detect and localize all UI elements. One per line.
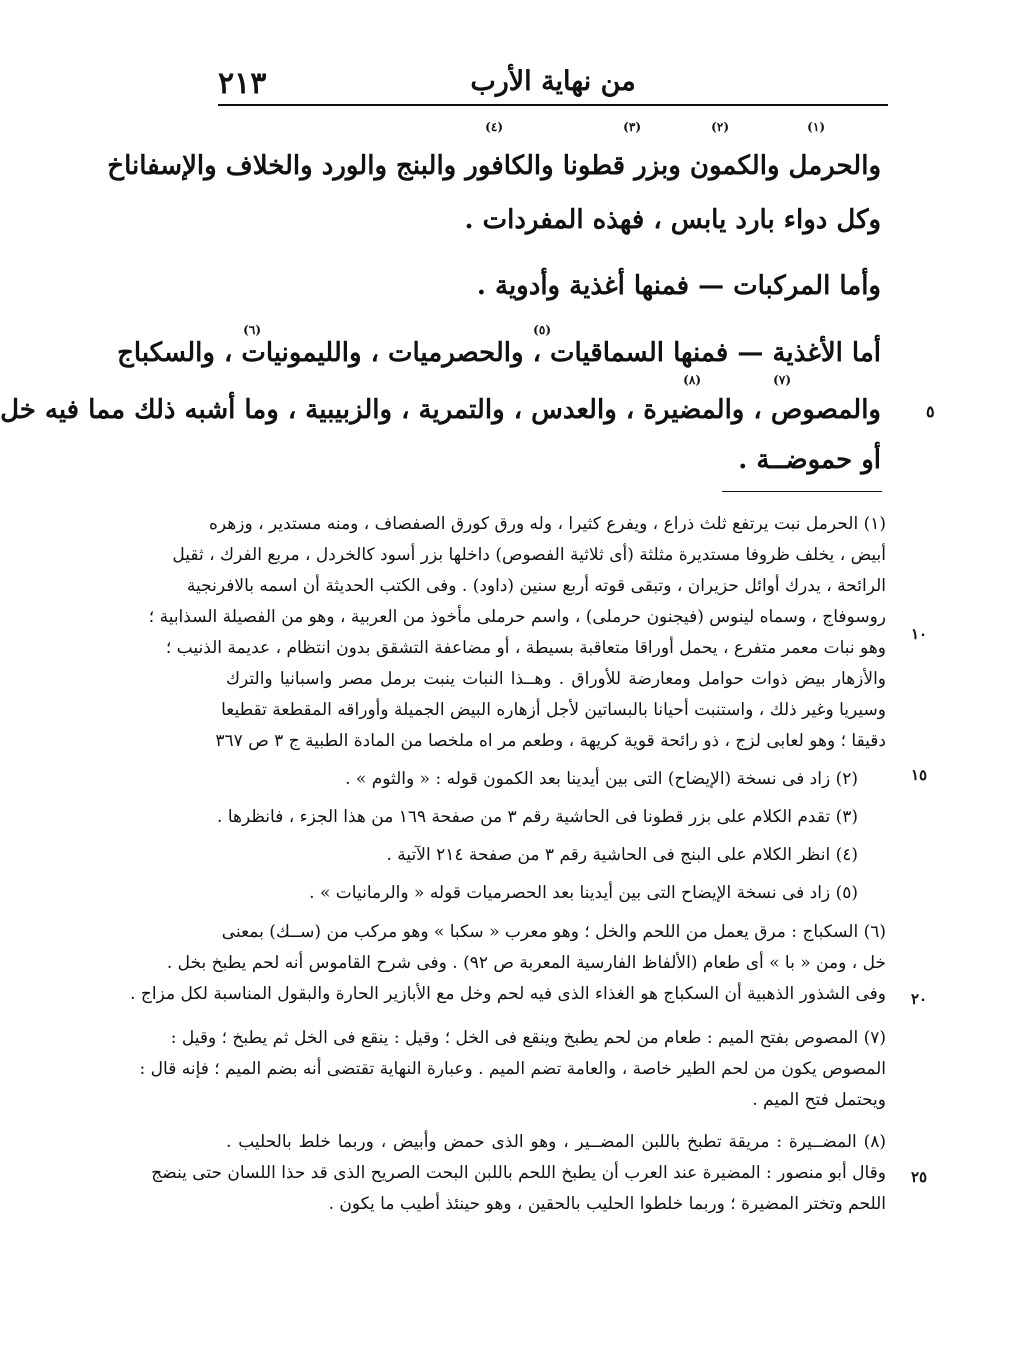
line-number: ١٠ xyxy=(911,625,928,643)
footnote-line: (٥) زاد فى نسخة الإيضاح التى بين أيدينا بعد الحصرميات قوله « والرمانيات » . xyxy=(309,883,858,903)
footnote-line: (٣) تقدم الكلام على بزر قطونا فى الحاشية رقم ٣ من صفحة ١٦٩ من هذا الجزء ، فانظرها . xyxy=(217,807,858,827)
footnote-ref: (١) xyxy=(807,120,825,134)
footnote-line: والأزهار بيض ذوات حوامل ومعارضة للأوراق . وهــذا النبات ينبت برمل مصر واسبانيا والترك xyxy=(226,669,886,689)
footnote-line: (٨) المضــيرة : مريقة تطبخ باللبن المضــير ، وهو الذى حمض وأبيض ، وربما خلط بالحليب . xyxy=(226,1132,886,1152)
footnote-ref: (٣) xyxy=(623,120,641,134)
main-text-line: وأما المركبات — فمنها أغذية وأدوية . xyxy=(476,271,881,301)
footnote-ref: (٨) xyxy=(683,373,701,387)
footnote-line: (٧) المصوص بفتح الميم : طعام من لحم يطبخ وينقع فى الخل ؛ وقيل : ينقع فى الخل ثم يطبخ ؛ وقيل : xyxy=(170,1028,886,1048)
header-rule xyxy=(218,104,888,106)
footnote-ref: (٢) xyxy=(711,120,729,134)
footnote-line: ويحتمل فتح الميم . xyxy=(752,1090,886,1110)
footnote-line: وسيريا وغير ذلك ، واستنبت أحيانا بالبساتين لأجل أزهاره البيض الجميلة وأوراقه المقطعة تقطيعا xyxy=(221,700,886,720)
line-number: ٥ xyxy=(926,402,935,421)
footnote-line: خل ، ومن « با » أى طعام (الألفاظ الفارسية المعربة ص ٩٢) . وفى شرح القاموس أنه لحم يطبخ بخل . xyxy=(166,953,886,973)
page-header xyxy=(218,66,888,106)
footnote-line: وفى الشذور الذهبية أن السكباج هو الغذاء الذى فيه لحم وخل مع الأبازير الحارة والبقول المناسبة لكل مزاج . xyxy=(130,984,886,1004)
footnote-line: (٤) انظر الكلام على البنج فى الحاشية رقم ٣ من صفحة ٢١٤ الآتية . xyxy=(386,845,858,865)
running-title: من نهاية الأرب xyxy=(470,66,636,97)
footnote-ref: (٧) xyxy=(773,373,791,387)
footnote-reference-markers xyxy=(221,120,881,140)
footnote-line: المصوص يكون من لحم الطير خاصة ، والعامة تضم الميم . وعبارة النهاية تقتضى أنه بضم الميم ؛ فإنه قال : xyxy=(139,1059,886,1079)
footnote-line: (٢) زاد فى نسخة (الإيضاح) التى بين أيدينا بعد الكمون قوله : « والثوم » . xyxy=(345,769,858,789)
line-number: ٢٥ xyxy=(911,1168,928,1186)
footnote-line: (٦) السكباج : مرق يعمل من اللحم والخل ؛ وهو معرب « سكبا » وهو مركب من (ســك) بمعنى xyxy=(221,922,886,942)
footnote-ref: (٦) xyxy=(243,323,261,337)
line-number: ٢٠ xyxy=(911,990,928,1008)
main-text-line: أما الأغذية — فمنها السماقيات ، والحصرميات ، والليمونيات ، والسكباج xyxy=(117,338,881,368)
footnote-ref: (٤) xyxy=(485,120,503,134)
footnotes-separator xyxy=(722,491,882,492)
footnote-line: (١) الحرمل نبت يرتفع ثلث ذراع ، ويفرع كثيرا ، وله ورق كورق الصفصاف ، ومنه مستدير ، وزهره xyxy=(209,514,886,534)
footnote-ref: (٥) xyxy=(533,323,551,337)
line-number: ١٥ xyxy=(911,766,928,784)
footnote-line: أبيض ، يخلف ظروفا مستديرة مثلثة (أى ثلاثية الفصوص) داخلها بزر أسود كالخردل ، مربع الفرك ، ثقيل xyxy=(172,545,886,565)
footnote-line: وهو نبات معمر متفرع ، يحمل أوراقا متعاقبة بسيطة ، أو مضاعفة التشقق بدون انتظام ، عديمة الذنيب ؛ xyxy=(165,638,886,658)
footnote-line: دقيقا ؛ وهو لعابى لزج ، ذو رائحة قوية كريهة ، وطعم مر اه ملخصا من المادة الطبية ج ٣ ص ٣٦٧ xyxy=(215,731,886,751)
main-text-line: أو حموضــة . xyxy=(738,445,881,475)
main-text-line: والحرمل والكمون وبزر قطونا والكافور والبنج والورد والخلاف والإسفاناخ xyxy=(107,151,881,181)
footnote-line: روسوفاج ، وسماه لينوس (فيجنون حرملى) ، واسم حرملى مأخوذ من العربية ، وهو من الفصيلة السذابية ؛ xyxy=(148,607,886,627)
footnote-line: اللحم وتختر المضيرة ؛ وربما خلطوا الحليب بالحقين ، وهو حينئذ أطيب ما يكون . xyxy=(328,1194,886,1214)
page-number: ٢١٣ xyxy=(218,66,267,101)
footnote-line: الرائحة ، يدرك أوائل حزيران ، وتبقى قوته أربع سنين (داود) . وفى الكتب الحديثة أن اسمه بالافرنجية xyxy=(186,576,886,596)
main-text-line: وكل دواء بارد يابس ، فهذه المفردات . xyxy=(464,205,881,235)
main-text-line: والمصوص ، والمضيرة ، والعدس ، والتمرية ، والزبيبية ، وما أشبه ذلك مما فيه خل xyxy=(0,395,881,425)
footnote-line: وقال أبو منصور : المضيرة عند العرب أن يطبخ اللحم باللبن البحت الصريح الذى قد حذا اللسان حتى ينضج xyxy=(151,1163,886,1183)
